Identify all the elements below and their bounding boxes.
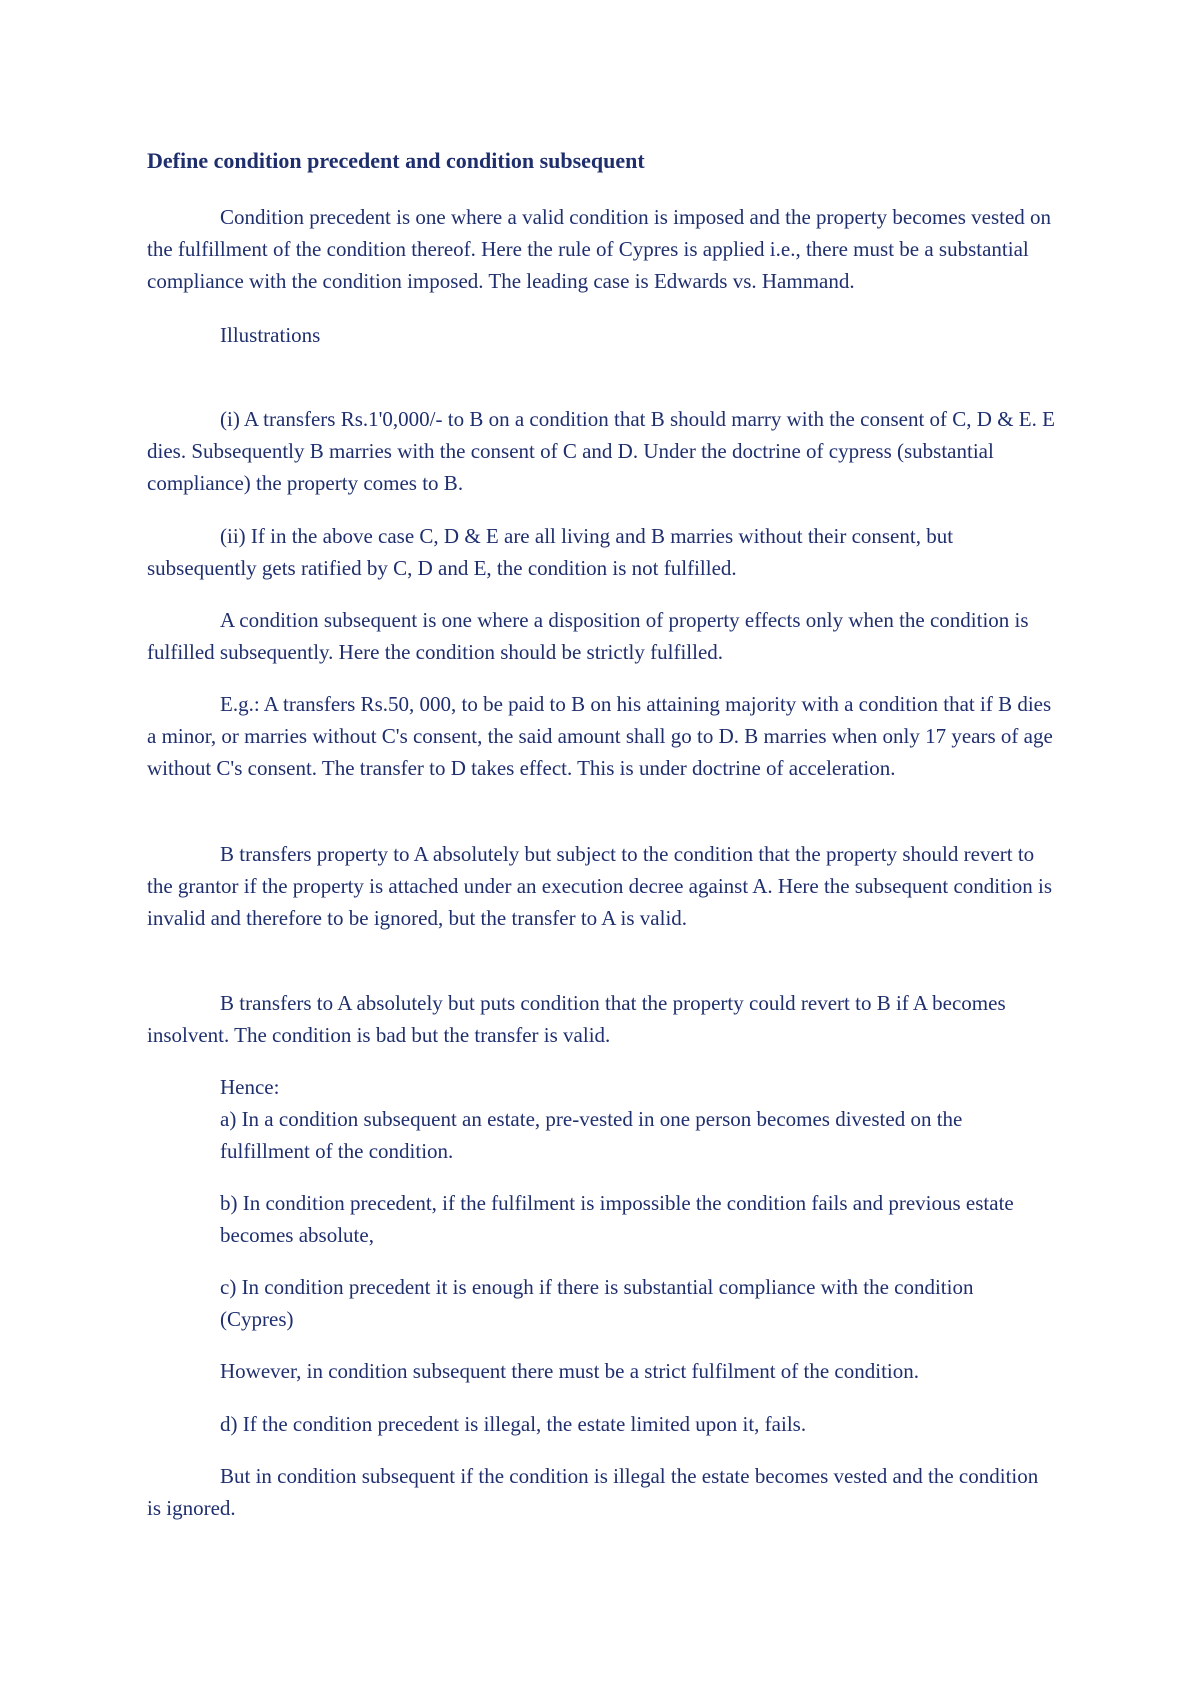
page-title: Define condition precedent and condition subsequent xyxy=(147,148,645,173)
illustration-1: (i) A transfers Rs.1'0,000/- to B on a condition that B should marry with the consent of C, D & E. E dies. Subsequently B marries with the consent of C and D. Under the doctrine of cypress (substantial compliance) the property comes to B. xyxy=(147,407,1055,495)
point-b: b) In condition precedent, if the fulfilment is impossible the condition fails and previous estate becomes absolute, xyxy=(220,1191,1014,1247)
point-d: d) If the condition precedent is illegal, the estate limited upon it, fails. xyxy=(220,1412,807,1436)
paragraph-condition-subsequent: A condition subsequent is one where a disposition of property effects only when the condition is fulfilled subsequently. Here the condition should be strictly fulfilled. xyxy=(147,608,1029,664)
point-c: c) In condition precedent it is enough if there is substantial compliance with the condition (Cypres) xyxy=(220,1275,974,1331)
hence-label: Hence: xyxy=(220,1075,280,1099)
paragraph-illegal-condition: But in condition subsequent if the condition is illegal the estate becomes vested and the condition is ignored. xyxy=(147,1464,1039,1520)
point-a: a) In a condition subsequent an estate, pre-vested in one person becomes divested on the fulfillment of the condition. xyxy=(220,1107,963,1163)
paragraph-example: E.g.: A transfers Rs.50, 000, to be paid to B on his attaining majority with a condition that if B dies a minor, or marries without C's consent, the said amount shall go to D. B marries when only 17 years of age without C's consent. The transfer to D takes effect. This is under doctrine of acceleration. xyxy=(147,692,1053,780)
paragraph-insolvency: B transfers to A absolutely but puts condition that the property could revert to B if A becomes insolvent. The condition is bad but the transfer is valid. xyxy=(147,991,1006,1047)
however-note: However, in condition subsequent there must be a strict fulfilment of the condition. xyxy=(220,1359,919,1383)
paragraph-execution-decree: B transfers property to A absolutely but subject to the condition that the property should revert to the grantor if the property is attached under an execution decree against A. Here the subsequent condition is invalid and therefore to be ignored, but the transfer to A is valid. xyxy=(147,842,1053,930)
paragraph-condition-precedent: Condition precedent is one where a valid condition is imposed and the property becomes vested on the fulfillment of the condition thereof. Here the rule of Cypres is applied i.e., there must be a substantial compliance with the condition imposed. The leading case is Edwards vs. Hammand. xyxy=(147,205,1052,293)
illustration-2: (ii) If in the above case C, D & E are all living and B marries without their consent, but subsequently gets ratified by C, D and E, the condition is not fulfilled. xyxy=(147,524,954,580)
illustrations-heading: Illustrations xyxy=(220,323,321,347)
